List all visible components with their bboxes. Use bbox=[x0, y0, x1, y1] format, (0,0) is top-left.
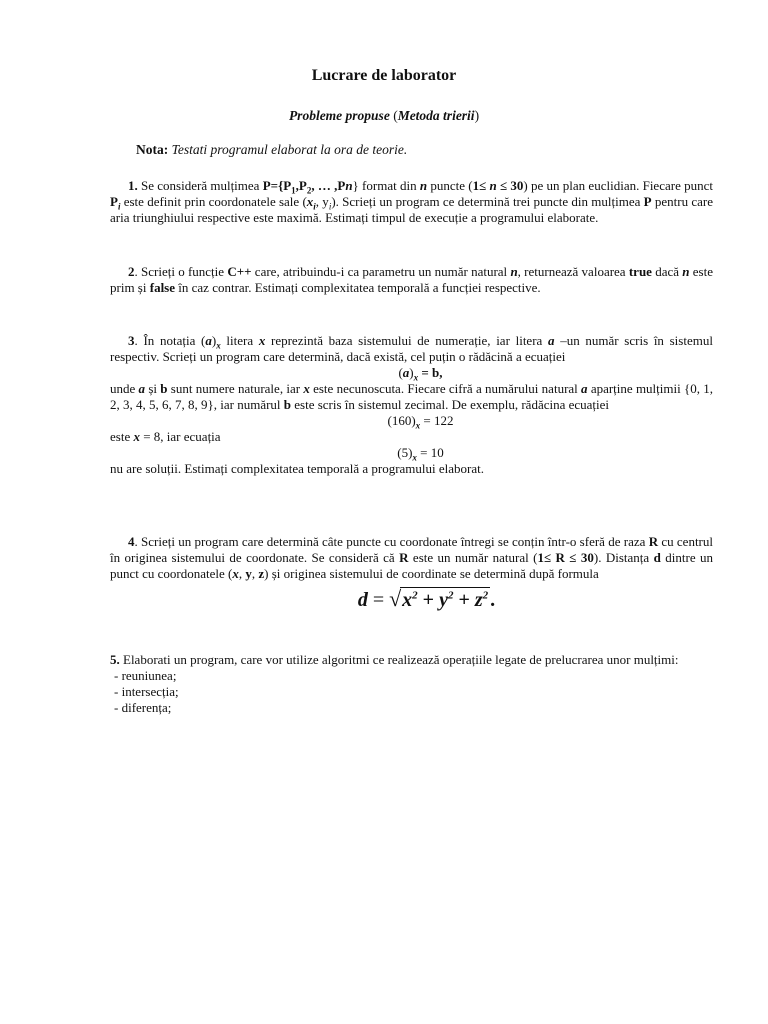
set-mid: , … ,P bbox=[311, 178, 346, 193]
formula-exp-z: 2 bbox=[482, 589, 489, 602]
problem-4-text-d: ). Distanța bbox=[593, 550, 654, 565]
problem-3-text-f: și bbox=[145, 381, 161, 396]
problem-5-number: 5. bbox=[110, 652, 120, 667]
var-x-sub: x bbox=[216, 340, 221, 351]
formula-d: d bbox=[357, 589, 368, 611]
problem-3-end: nu are soluții. Estimați complexitatea temporală a programului elaborat. bbox=[110, 461, 484, 476]
formula-radicand bbox=[400, 587, 490, 612]
sqrt-icon: √ bbox=[389, 586, 402, 611]
problem-3-number: 3 bbox=[128, 333, 135, 348]
coord-y-sub: i bbox=[328, 201, 332, 212]
eq1-rhs: = b, bbox=[418, 365, 443, 380]
point-p-sub: i bbox=[117, 201, 121, 212]
var-n-2: n bbox=[682, 264, 690, 279]
formula-plus-2: + bbox=[453, 589, 475, 611]
problem-4-text-e: dintre un punct cu coordonatele ( bbox=[110, 550, 714, 581]
equation-1 bbox=[110, 365, 713, 381]
var-b: b bbox=[160, 381, 168, 396]
problem-3-text-l: = 8, iar ecuația bbox=[139, 429, 221, 444]
problem-2-number: 2 bbox=[128, 264, 135, 279]
problem-2-text-b: care, atribuindu-i ca parametru un număr natural bbox=[251, 264, 511, 279]
set-n: n bbox=[345, 178, 353, 193]
problem-4-text-b: cu centrul în originea sistemului de coordonate. Se consideră că bbox=[110, 534, 713, 565]
var-a-3: a bbox=[138, 381, 146, 396]
eq3-x: x bbox=[412, 452, 417, 463]
problem-4-text-c: este un număr natural ( bbox=[408, 550, 538, 565]
var-a: a bbox=[205, 333, 212, 348]
problem-3-intro bbox=[110, 333, 713, 365]
coord-y: y bbox=[245, 566, 252, 581]
problem-2-text-d: dacă bbox=[651, 264, 683, 279]
var-a-2: a bbox=[548, 333, 555, 348]
problem-2-text-a: . Scrieți o funcție bbox=[134, 264, 228, 279]
var-b-2: b bbox=[283, 397, 292, 412]
problem-1-text-a: Se consideră mulțimea bbox=[137, 178, 263, 193]
formula-y: y bbox=[439, 589, 448, 611]
list-item: - reuniunea; bbox=[114, 668, 177, 683]
problem-3-example bbox=[110, 429, 713, 445]
sub-2: 2 bbox=[306, 185, 312, 196]
var-x-4: x bbox=[133, 429, 140, 444]
formula-exp-x: 2 bbox=[412, 589, 418, 602]
eq1-open: ( bbox=[398, 365, 403, 380]
lang-cpp: C++ bbox=[227, 264, 252, 279]
problem-3-text-g: sunt numere naturale, iar bbox=[167, 381, 304, 396]
problem-3-text-c: reprezintă baza sistemului de numerație, iar litera bbox=[265, 333, 548, 348]
page-title: Lucrare de laborator bbox=[311, 67, 457, 84]
comma-2: , bbox=[251, 566, 259, 581]
eq1-a: a bbox=[402, 365, 410, 380]
var-a-4: a bbox=[581, 381, 588, 396]
formula-plus-1: + bbox=[417, 589, 440, 611]
set-open: P={P bbox=[262, 178, 292, 193]
coord-z: z bbox=[258, 566, 265, 581]
set-p: P bbox=[643, 194, 652, 209]
keyword-true: true bbox=[628, 264, 652, 279]
problem-1-text-f: ). Scrieți un program ce determină trei puncte din mulțimea bbox=[331, 194, 644, 209]
formula-period: . bbox=[490, 589, 496, 611]
eq2-lhs: (160) bbox=[387, 413, 416, 428]
problem-1 bbox=[110, 178, 713, 226]
distance-formula bbox=[110, 584, 713, 615]
equation-3 bbox=[110, 445, 713, 461]
subtitle-method: Metoda trierii bbox=[397, 108, 475, 123]
list-item: - diferența; bbox=[114, 700, 172, 715]
problem-3-body bbox=[110, 381, 713, 413]
set-comma: ,P bbox=[295, 178, 307, 193]
eq1-x: x bbox=[413, 372, 419, 383]
subtitle-main: Probleme propuse bbox=[288, 108, 390, 123]
var-x: x bbox=[258, 333, 266, 348]
eq1-close: ) bbox=[409, 365, 414, 380]
comma-1: , bbox=[238, 566, 246, 581]
problem-1-text-d: ) pe un plan euclidian. Fiecare punct bbox=[523, 178, 713, 193]
problem-4-text bbox=[110, 534, 713, 582]
note-label: Nota: bbox=[136, 142, 169, 157]
formula-exp-y: 2 bbox=[447, 589, 454, 602]
range-end: ≤ 30 bbox=[496, 178, 524, 193]
problem-4-text-f: ) și originea sistemului de coordinate se determină după formula bbox=[264, 566, 599, 581]
problem-3-text-a: . În notația ( bbox=[134, 333, 206, 348]
eq2-rhs: = 122 bbox=[420, 413, 454, 428]
var-n: n bbox=[510, 264, 518, 279]
coord-x: x bbox=[306, 194, 314, 209]
formula-x: x bbox=[402, 589, 413, 611]
problem-4-number: 4 bbox=[128, 534, 135, 549]
list-item: - intersecția; bbox=[114, 684, 179, 699]
point-p: P bbox=[110, 194, 118, 209]
sub-1: 1 bbox=[291, 185, 296, 196]
problem-3-paren: ) bbox=[211, 333, 217, 348]
formula-equals: = bbox=[367, 589, 390, 611]
subtitle-paren-open: ( bbox=[393, 108, 398, 123]
problem-2-text-c: , returnează valoarea bbox=[517, 264, 629, 279]
problem-2-text-e: este prim și bbox=[110, 264, 714, 295]
eq3-rhs: = 10 bbox=[416, 445, 444, 460]
problem-3-text-e: unde bbox=[110, 381, 139, 396]
note-text: Testati programul elaborat la ora de teorie. bbox=[168, 142, 408, 157]
problem-3-text-i: aparține mulțimii {0, 1, 2, 3, 4, 5, 6, 7, 8, 9}, iar numărul bbox=[110, 381, 714, 412]
var-r-2: R bbox=[399, 550, 409, 565]
coord-x: x bbox=[232, 566, 239, 581]
var-x-3: x bbox=[303, 381, 310, 396]
note bbox=[136, 142, 407, 158]
subtitle bbox=[0, 108, 768, 124]
range-start: 1≤ bbox=[472, 178, 490, 193]
var-n: n bbox=[419, 178, 428, 193]
problem-1-text-b: } format din bbox=[352, 178, 420, 193]
equation-2 bbox=[110, 413, 713, 429]
var-d: d bbox=[653, 550, 661, 565]
problem-3-text-b: litera bbox=[220, 333, 259, 348]
problem-3-text-k: este bbox=[110, 429, 134, 444]
subtitle-paren-close: ) bbox=[474, 108, 480, 123]
problem-3-text-d: –un număr scris în sistemul respectiv. Scrieți un program care determină, dacă există, cel puțin o rădăcină a ecuației bbox=[110, 333, 713, 364]
problem-4 bbox=[110, 534, 713, 619]
coord-y: , y bbox=[315, 194, 329, 209]
problem-3-text-h: este necunoscuta. Fiecare cifră a numărului natural bbox=[309, 381, 582, 396]
range-r: 1≤ R ≤ 30 bbox=[537, 550, 594, 565]
eq3-lhs: (5) bbox=[397, 445, 413, 460]
coord-x-sub: i bbox=[313, 201, 316, 212]
problem-2 bbox=[110, 264, 713, 296]
problem-5 bbox=[110, 652, 713, 716]
problem-1-text-c: puncte ( bbox=[427, 178, 473, 193]
problem-5-text bbox=[110, 652, 713, 668]
problem-1-number: 1. bbox=[128, 178, 138, 193]
keyword-false: false bbox=[149, 280, 176, 295]
eq2-x: x bbox=[415, 420, 421, 431]
problem-1-text-e: este definit prin coordonatele sale ( bbox=[120, 194, 307, 209]
var-r: R bbox=[648, 534, 659, 549]
problem-3-text-j: este scris în sistemul zecimal. De exemplu, rădăcina ecuației bbox=[291, 397, 610, 412]
formula-z: z bbox=[474, 589, 483, 611]
problem-4-text-a: . Scrieți un program care determină câte puncte cu coordonate întregi se conțin într-o sferă de raza bbox=[134, 534, 649, 549]
problem-5-text-a: Elaborati un program, care vor utilize algoritmi ce realizează operațiile legate de prelucrarea unor mulțimi: bbox=[119, 652, 679, 667]
problem-1-text-g: pentru care aria triunghiului respective este maximă. Estimați timpul de execuție a programului elaborate. bbox=[110, 194, 713, 225]
problem-2-text-f: în caz contrar. Estimați complexitatea temporală a funcției respective. bbox=[175, 280, 541, 295]
range-n: n bbox=[489, 178, 497, 193]
problem-3 bbox=[110, 333, 713, 477]
